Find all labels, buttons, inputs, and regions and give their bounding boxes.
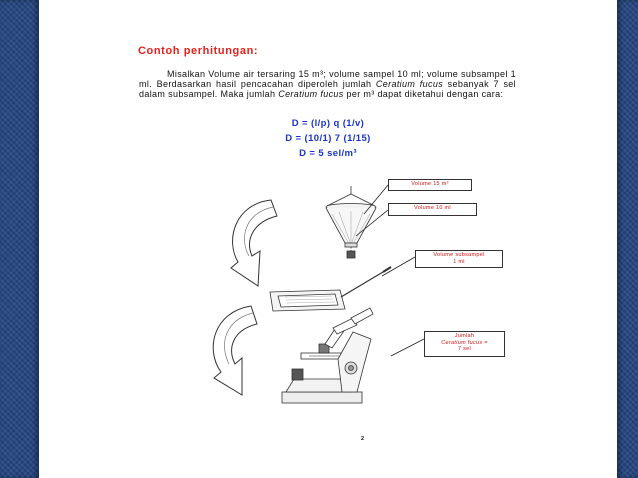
label-ceratium-count [424,331,505,357]
species-name-1: Ceratium fucus [375,79,444,89]
label-volume-filtered: Volume 15 m³ [388,179,472,191]
label-subsample-line-2: 1 ml [453,258,465,265]
label-count-line-1: Jumlah [454,333,475,339]
curved-arrow-icon [231,200,277,286]
label-volume-subsample [415,250,503,268]
label-subsample-line-1: Volume subsampel [433,252,485,258]
formula-result: D = 5 sel/m³ [299,148,357,159]
label-count-line-2: Ceratium fucus = [441,339,488,346]
page-number: 2 [361,436,365,442]
microscope-icon [282,308,373,403]
example-heading: Contoh perhitungan: [138,45,259,57]
formula-substituted: D = (10/1) 7 (1/15) [285,133,371,144]
curved-arrow-icon [213,306,257,395]
paragraph-text-1: Misalkan Volume air tersaring 15 m³; volume sampel 10 ml; volume subsampel 1 ml. Berdasarkan hasil pencacahan diperoleh jumlah [139,69,516,89]
species-name-2: Ceratium fucus [278,89,344,99]
left-border-texture [0,0,39,478]
right-border-texture [617,0,638,478]
label-volume-sample: Volume 10 ml [388,203,477,216]
paragraph-text-3: per m³ dapat diketahui dengan cara: [343,89,504,99]
plankton-net-icon [326,186,376,258]
illustration [39,0,617,478]
formula-general: D = (l/p) q (1/v) [291,118,365,129]
paragraph-text-2: sebanyak 7 sel dalam subsampel. Maka jumlah [139,79,516,99]
counting-chamber-icon [270,267,391,311]
slide-page [39,0,617,478]
label-count-line-3: 7 sel [457,346,472,352]
